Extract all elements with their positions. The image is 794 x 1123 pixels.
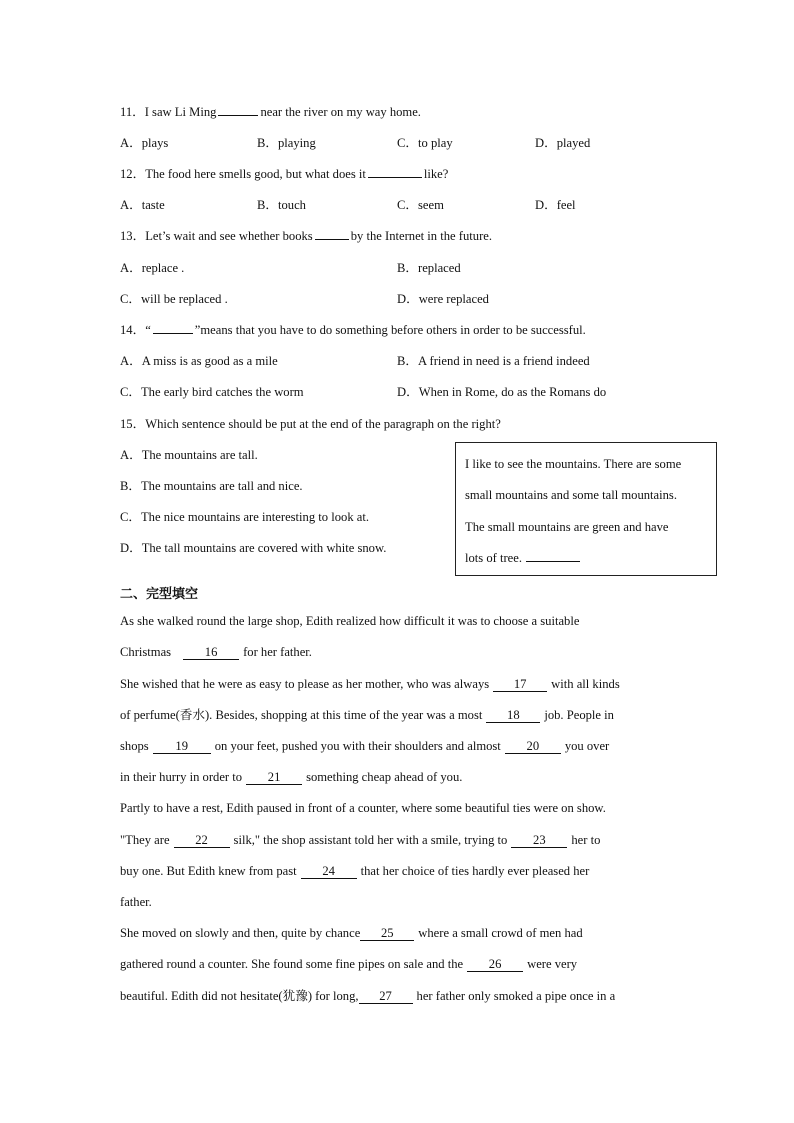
option-c[interactable]: C．The nice mountains are interesting to look at. — [120, 510, 370, 524]
passage-text: job. People in — [544, 708, 614, 722]
option-c[interactable]: C．The early bird catches the worm — [120, 385, 304, 399]
passage-line — [120, 956, 577, 972]
passage-line — [120, 738, 609, 754]
passage-line: father. — [120, 895, 152, 909]
question-text: 13．Let’s wait and see whether books — [120, 229, 313, 243]
passage-line: Partly to have a rest, Edith paused in front of a counter, where some beautiful ties were on show. — [120, 801, 606, 815]
option-b[interactable]: B．The mountains are tall and nice. — [120, 479, 303, 493]
option-b[interactable]: B．touch — [257, 198, 306, 212]
passage-text: She moved on slowly and then, quite by chance — [120, 926, 361, 940]
option-a[interactable]: A．plays — [120, 136, 169, 150]
option-a[interactable]: A．replace . — [120, 261, 185, 275]
passage-text: buy one. But Edith knew from past — [120, 864, 297, 878]
passage-text: her to — [571, 833, 601, 847]
option-b[interactable]: B．A friend in need is a friend indeed — [397, 354, 590, 368]
option-a[interactable]: A．A miss is as good as a mile — [120, 354, 278, 368]
passage-text: beautiful. Edith did not hesitate(犹豫) for long, — [120, 989, 359, 1003]
answer-blank — [315, 228, 349, 240]
passage-text: gathered round a counter. She found some fine pipes on sale and the — [120, 957, 464, 971]
passage-line — [120, 707, 614, 723]
passage-text: where a small crowd of men had — [418, 926, 583, 940]
passage-text: her father only smoked a pipe once in a — [416, 989, 616, 1003]
question-text: near the river on my way home. — [260, 105, 421, 119]
paragraph-text: lots of tree. — [465, 551, 523, 565]
blank-18: 18 — [486, 708, 540, 723]
option-c[interactable]: C．seem — [397, 198, 444, 212]
answer-blank — [526, 550, 580, 562]
passage-text: in their hurry in order to — [120, 770, 243, 784]
paragraph-line — [465, 550, 582, 566]
blank-25: 25 — [360, 926, 414, 941]
option-d[interactable]: D．feel — [535, 198, 576, 212]
answer-blank — [153, 322, 193, 334]
paragraph-box — [455, 442, 717, 576]
question-13-stem — [120, 228, 492, 244]
passage-text: you over — [564, 739, 610, 753]
question-text: by the Internet in the future. — [350, 229, 492, 243]
blank-19: 19 — [153, 739, 211, 754]
question-text: like? — [423, 167, 449, 181]
question-15-stem: 15．Which sentence should be put at the end of the paragraph on the right? — [120, 417, 501, 431]
option-a[interactable]: A．The mountains are tall. — [120, 448, 258, 462]
question-text: ”means that you have to do something before others in order to be successful. — [194, 323, 586, 337]
passage-text: something cheap ahead of you. — [306, 770, 463, 784]
passage-line — [120, 863, 589, 879]
option-d[interactable]: D．When in Rome, do as the Romans do — [397, 385, 607, 399]
option-d[interactable]: D．played — [535, 136, 591, 150]
passage-line: As she walked round the large shop, Edith realized how difficult it was to choose a suitable — [120, 614, 580, 628]
paragraph-line: small mountains and some tall mountains. — [465, 488, 677, 502]
passage-line — [120, 832, 600, 848]
passage-line — [120, 925, 583, 941]
blank-24: 24 — [301, 864, 357, 879]
blank-21: 21 — [246, 770, 302, 785]
passage-text: of perfume(香水). Besides, shopping at this time of the year was a most — [120, 708, 483, 722]
blank-17: 17 — [493, 677, 547, 692]
passage-text: Christmas — [120, 645, 172, 659]
answer-blank — [218, 104, 258, 116]
blank-27: 27 — [359, 989, 413, 1004]
option-b[interactable]: B．playing — [257, 136, 316, 150]
question-text: 11．I saw Li Ming — [120, 105, 217, 119]
blank-23: 23 — [511, 833, 567, 848]
blank-26: 26 — [467, 957, 523, 972]
passage-text: were very — [527, 957, 578, 971]
passage-text: with all kinds — [551, 677, 620, 691]
paragraph-line: I like to see the mountains. There are some — [465, 457, 682, 471]
option-d[interactable]: D．were replaced — [397, 292, 489, 306]
passage-text: that her choice of ties hardly ever pleased her — [360, 864, 590, 878]
passage-text: for her father. — [243, 645, 312, 659]
paragraph-line: The small mountains are green and have — [465, 520, 669, 534]
passage-text: on your feet, pushed you with their shoulders and almost — [214, 739, 501, 753]
passage-line — [120, 988, 615, 1004]
passage-text: "They are — [120, 833, 170, 847]
question-11-stem — [120, 104, 421, 120]
option-a[interactable]: A．taste — [120, 198, 165, 212]
option-d[interactable]: D．The tall mountains are covered with white snow. — [120, 541, 387, 555]
question-14-stem — [120, 322, 586, 338]
passage-text: silk," the shop assistant told her with a smile, trying to — [233, 833, 508, 847]
passage-line — [120, 644, 312, 660]
section-title: 二、完型填空 — [120, 587, 199, 602]
blank-20: 20 — [505, 739, 561, 754]
question-text: 14．“ — [120, 323, 151, 337]
option-b[interactable]: B．replaced — [397, 261, 461, 275]
question-12-stem — [120, 166, 448, 182]
passage-line — [120, 769, 462, 785]
option-c[interactable]: C．will be replaced . — [120, 292, 228, 306]
answer-blank — [368, 166, 422, 178]
passage-text: She wished that he were as easy to please as her mother, who was always — [120, 677, 490, 691]
blank-16: 16 — [183, 645, 239, 660]
passage-text: shops — [120, 739, 149, 753]
passage-line — [120, 676, 620, 692]
question-text: 12．The food here smells good, but what does it — [120, 167, 366, 181]
blank-22: 22 — [174, 833, 230, 848]
option-c[interactable]: C．to play — [397, 136, 453, 150]
